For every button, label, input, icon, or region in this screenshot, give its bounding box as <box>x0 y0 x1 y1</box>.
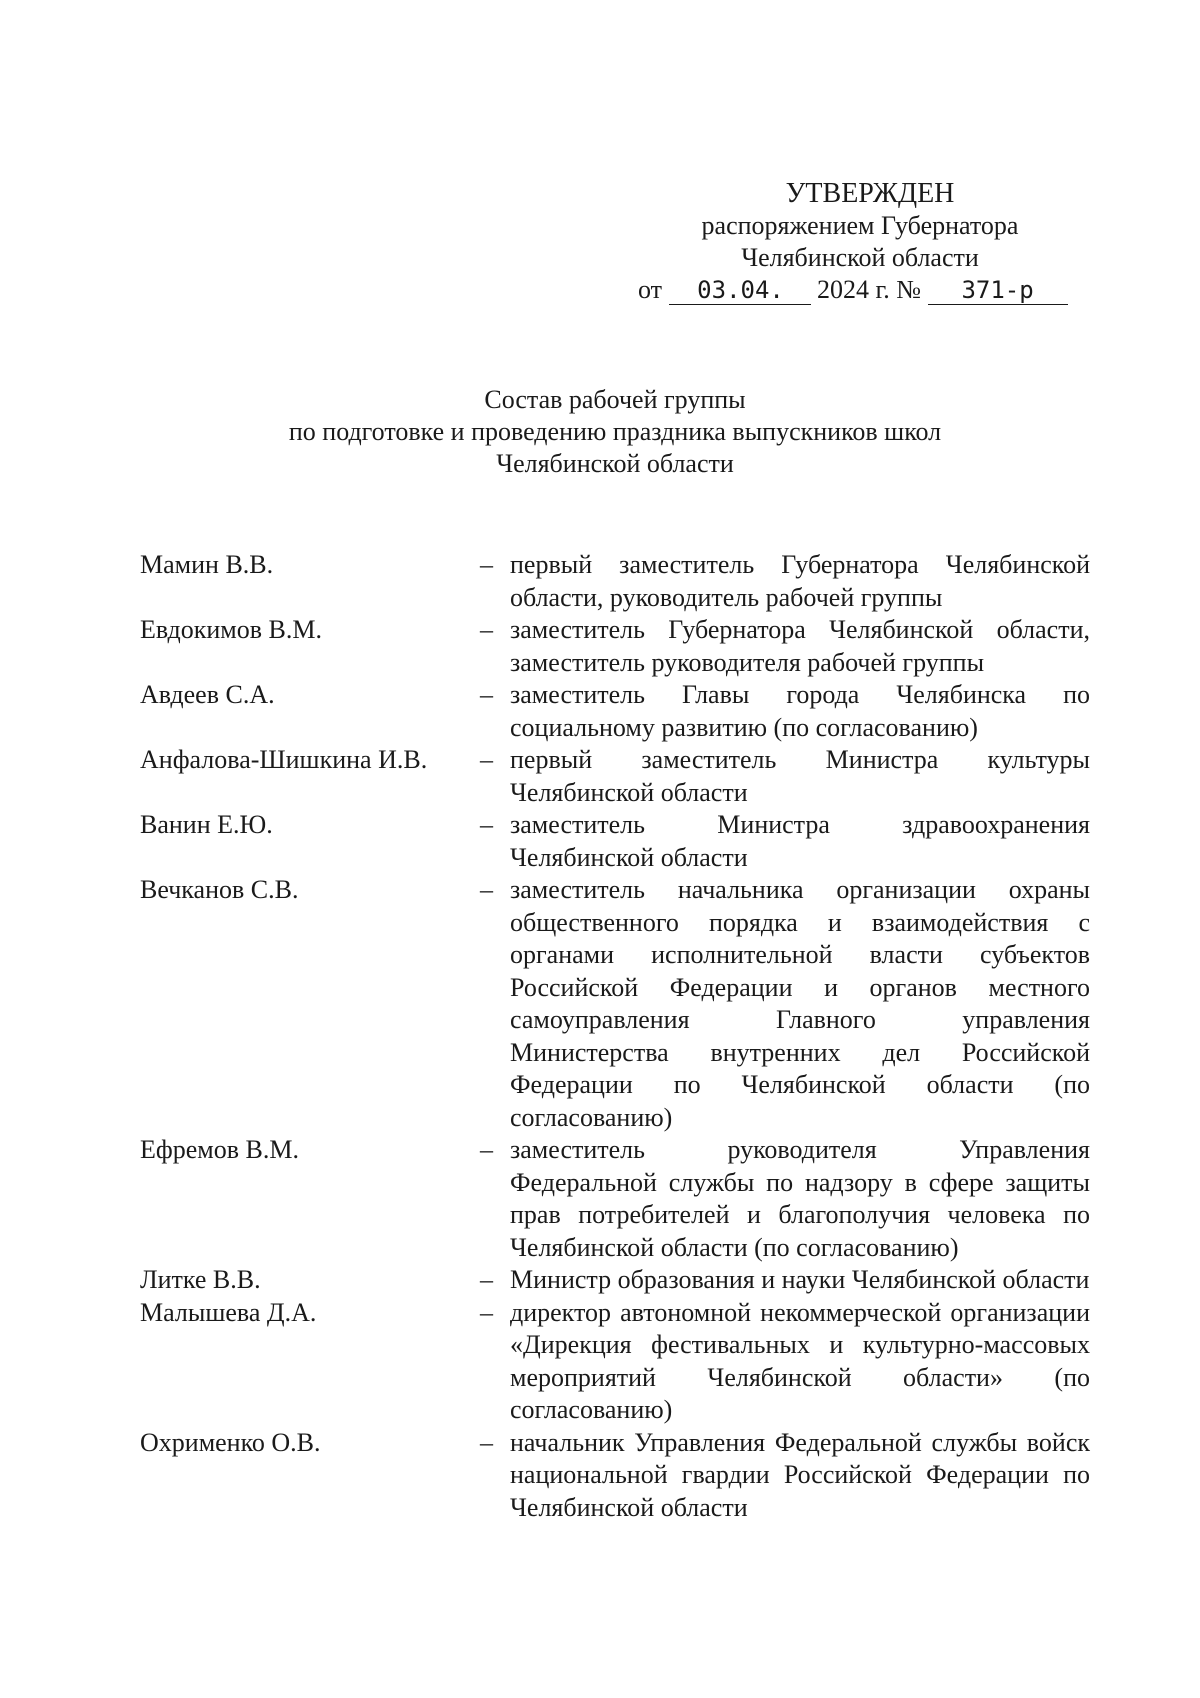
member-row <box>140 1297 1090 1427</box>
member-row <box>140 744 1090 809</box>
member-row <box>140 679 1090 744</box>
member-name: Литке В.В. <box>140 1265 261 1294</box>
member-name: Вечканов С.В. <box>140 875 299 904</box>
approval-date-line <box>638 274 1120 306</box>
member-row <box>140 1427 1090 1525</box>
member-row <box>140 549 1090 614</box>
member-dash: – <box>480 1135 493 1164</box>
member-role: заместитель Губернатора Челябинской области, заместитель руководителя рабочей группы <box>510 615 1090 677</box>
title-line-3: Челябинской области <box>496 449 734 478</box>
member-row <box>140 874 1090 1134</box>
date-field: 03.04. <box>669 276 811 305</box>
member-row <box>140 1134 1090 1264</box>
member-role: первый заместитель Министра культуры Челябинской области <box>510 745 1090 807</box>
member-name: Ванин Е.Ю. <box>140 810 273 839</box>
member-dash: – <box>480 1427 493 1457</box>
from-label: от <box>638 275 663 304</box>
approval-stamp <box>600 178 1120 306</box>
member-role: заместитель Министра здравоохранения Челябинской области <box>510 810 1090 872</box>
approval-line-1: распоряжением Губернатора <box>701 211 1019 240</box>
member-name: Мамин В.В. <box>140 550 274 579</box>
member-dash: – <box>480 875 493 904</box>
member-role: начальник Управления Федеральной службы войск национальной гвардии Российской Федерации по Челябинской области <box>510 1427 1090 1522</box>
member-role: заместитель Главы города Челябинска по социальному развитию (по согласованию) <box>510 680 1090 742</box>
member-name: Евдокимов В.М. <box>140 615 322 644</box>
member-dash: – <box>480 810 493 839</box>
approval-heading: УТВЕРЖДЕН <box>785 178 955 209</box>
member-name: Ефремов В.М. <box>140 1135 299 1164</box>
member-dash: – <box>480 1297 493 1327</box>
member-row <box>140 809 1090 874</box>
document-title <box>0 384 1200 480</box>
title-line-1: Состав рабочей группы <box>484 385 746 414</box>
member-role: директор автономной некоммерческой организации «Дирекция фестивальных и культурно-массовых мероприятий Челябинской области» (по согласованию) <box>510 1297 1090 1424</box>
number-field: 371-р <box>928 276 1068 305</box>
member-dash: – <box>480 550 493 579</box>
approval-line-2: Челябинской области <box>741 243 979 272</box>
member-dash: – <box>480 1265 493 1294</box>
year-text: 2024 г. № <box>817 275 922 304</box>
member-name: Авдеев С.А. <box>140 680 275 709</box>
member-name: Анфалова-Шишкина И.В. <box>140 745 428 774</box>
member-dash: – <box>480 745 493 774</box>
member-role: заместитель начальника организации охраны общественного порядка и взаимодействия с органами исполнительной власти субъектов Российской Федерации и органов местного самоуправления Главного управления Министерства внутренних дел Российской Федерации по Челябинской области (по согласованию) <box>510 875 1090 1132</box>
member-name: Малышева Д.А. <box>140 1297 317 1327</box>
title-line-2: по подготовке и проведению праздника выпускников школ <box>288 417 942 446</box>
member-role: первый заместитель Губернатора Челябинской области, руководитель рабочей группы <box>510 550 1090 612</box>
member-row <box>140 614 1090 679</box>
member-name: Охрименко О.В. <box>140 1427 321 1457</box>
member-role: заместитель руководителя Управления Федеральной службы по надзору в сфере защиты прав потребителей и благополучия человека по Челябинской области (по согласованию) <box>510 1135 1090 1262</box>
members-list <box>140 549 1090 1524</box>
member-dash: – <box>480 680 493 709</box>
member-dash: – <box>480 615 493 644</box>
member-role: Министр образования и науки Челябинской области <box>510 1265 1090 1294</box>
member-row <box>140 1264 1090 1297</box>
